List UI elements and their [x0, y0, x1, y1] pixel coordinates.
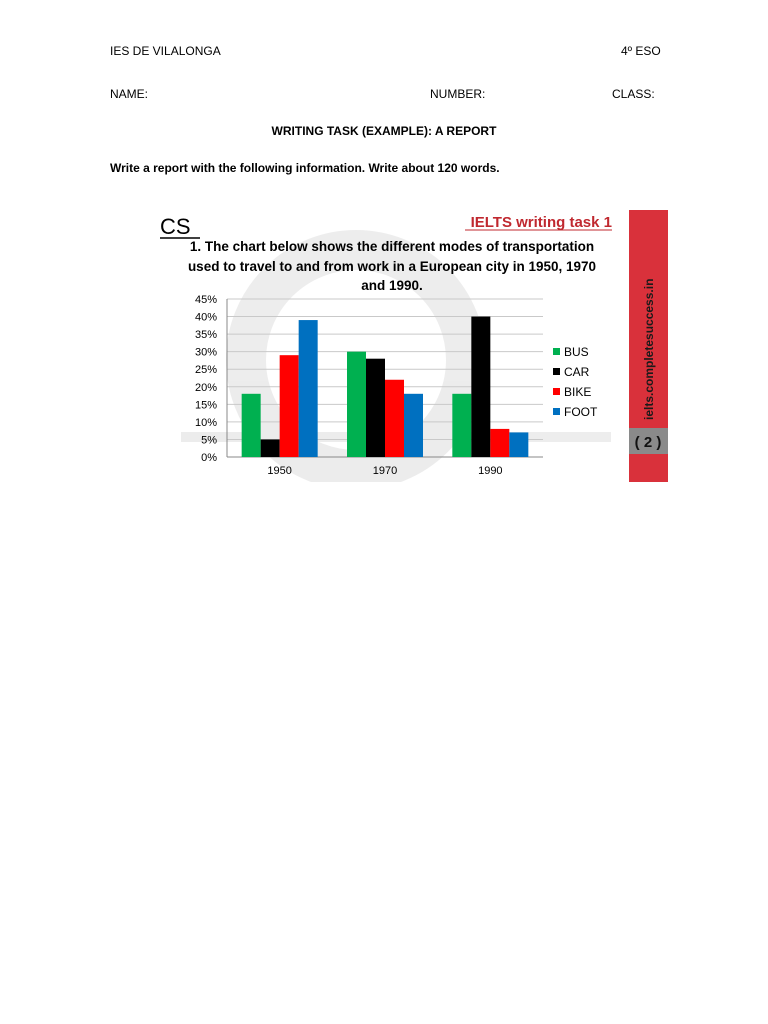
y-tick-label: 0%: [201, 452, 217, 464]
task-instruction: Write a report with the following information. Write about 120 words.: [110, 161, 500, 175]
cs-logo: CS: [160, 214, 191, 239]
legend-swatch-car: [553, 368, 560, 375]
legend-label-car: CAR: [564, 365, 590, 379]
bar-bike-1970: [385, 380, 404, 457]
page-badge: ( 2 ): [634, 434, 662, 451]
legend-swatch-foot: [553, 408, 560, 415]
name-field-label: NAME:: [110, 87, 149, 101]
bar-car-1970: [366, 359, 385, 457]
bar-bike-1990: [490, 429, 509, 457]
chart-heading-line-1: 1. The chart below shows the different modes of transportation: [189, 239, 595, 254]
number-field-label: NUMBER:: [430, 87, 486, 101]
y-tick-label: 45%: [194, 294, 217, 306]
y-tick-label: 5%: [201, 434, 217, 447]
y-tick-label: 10%: [194, 416, 217, 429]
chart-svg: [156, 210, 668, 482]
side-url: ielts.completesuccess.in: [642, 278, 656, 420]
y-tick-label: 15%: [194, 399, 217, 412]
bar-foot-1990: [509, 432, 528, 457]
y-tick-label: 25%: [194, 364, 217, 377]
school-name: IES DE VILALONGA: [110, 44, 221, 58]
bar-foot-1970: [404, 394, 423, 457]
bar-bus-1970: [347, 352, 366, 457]
task-title: WRITING TASK (EXAMPLE): A REPORT: [271, 124, 497, 138]
chart-heading-line-2: used to travel to and from work in a European city in 1950, 1970: [187, 259, 597, 274]
x-tick-label: 1950: [267, 465, 292, 477]
chart-heading-line-3: and 1990.: [361, 278, 423, 293]
y-tick-label: 40%: [194, 311, 217, 324]
y-tick-label: 30%: [194, 346, 217, 359]
course-label: 4º ESO: [621, 44, 661, 58]
legend-swatch-bus: [553, 348, 560, 355]
bar-car-1990: [471, 317, 490, 457]
y-tick-label: 35%: [194, 329, 217, 342]
y-tick-label: 20%: [194, 381, 217, 394]
legend-label-bike: BIKE: [564, 385, 592, 399]
x-tick-label: 1990: [478, 465, 503, 477]
chart-figure: [156, 210, 668, 482]
legend-label-foot: FOOT: [564, 405, 598, 419]
ielts-tag: IELTS writing task 1: [470, 214, 612, 231]
legend-swatch-bike: [553, 388, 560, 395]
bar-car-1950: [261, 439, 280, 457]
bar-bike-1950: [280, 355, 299, 457]
bar-bus-1990: [452, 394, 471, 457]
legend-label-bus: BUS: [564, 345, 589, 359]
x-tick-label: 1970: [372, 465, 398, 477]
class-field-label: CLASS:: [612, 87, 655, 101]
bar-foot-1950: [299, 320, 318, 457]
bar-bus-1950: [242, 394, 261, 457]
